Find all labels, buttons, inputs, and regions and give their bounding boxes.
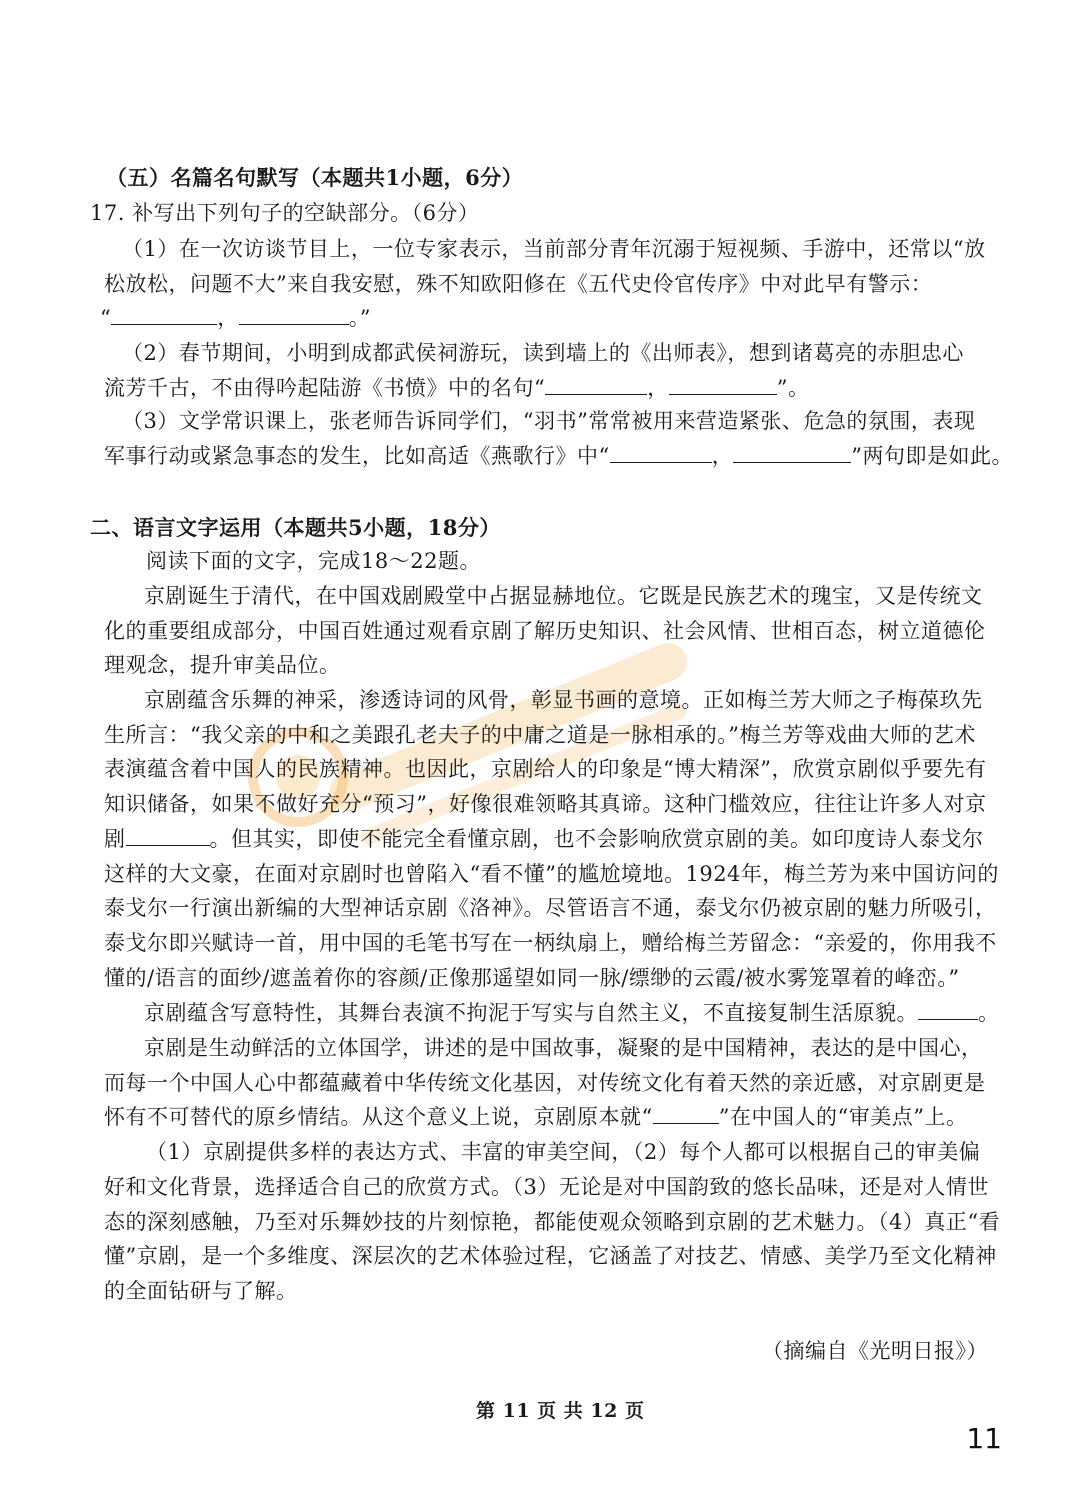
- passage-p2-line1: 京剧蕴含乐舞的神采，渗透诗词的风骨，彰显书画的意境。正如梅兰芳大师之子梅葆玖先: [144, 688, 983, 712]
- passage-p2-line3: 表演蕴含着中国人的民族精神。也因此，京剧给人的印象是“博大精深”，欣赏京剧似乎要先有: [104, 757, 987, 781]
- answer-blank[interactable]: [111, 306, 217, 325]
- answer-blank[interactable]: [669, 376, 777, 395]
- text: ”两句即是如此。: [851, 444, 1013, 468]
- text: 剧: [104, 827, 126, 851]
- passage-p4-line2: 而每一个中国人心中都蕴藏着中华传统文化基因，对传统文化有着天然的亲近感，对京剧更是: [104, 1071, 986, 1095]
- corner-page-number: 11: [966, 1422, 1002, 1455]
- answer-blank[interactable]: [545, 376, 647, 395]
- comma: ，: [647, 376, 669, 400]
- answer-blank[interactable]: [733, 444, 851, 463]
- q17-part2-line1: （2）春节期间，小明到成都武侯祠游玩，读到墙上的《出师表》，想到诸葛亮的赤胆忠心: [122, 341, 964, 365]
- answer-blank[interactable]: [653, 1105, 719, 1124]
- passage-p1-line2: 化的重要组成部分，中国百姓通过观看京剧了解历史知识、社会风情、世相百态，树立道德伦: [104, 619, 986, 643]
- q17-part3-line1: （3）文学常识课上，张老师告诉同学们，“羽书”常常被用来营造紧张、危急的氛围，表现: [122, 409, 976, 433]
- q17-part1-line2: 松放松，问题不大”来自我安慰，殊不知欧阳修在《五代史伶官传序》中对此早有警示：: [104, 272, 933, 296]
- close-quote: 。”: [348, 306, 371, 330]
- comma: ，: [217, 306, 239, 330]
- q17-part2-line2: [104, 375, 809, 401]
- reading-instruction: 阅读下面的文字，完成18～22题。: [146, 549, 481, 573]
- passage-p5-line3: 态的深刻感触，乃至对乐舞妙技的片刻惊艳，都能使观众领略到京剧的艺术魅力。（4）真正“看: [104, 1210, 1001, 1234]
- passage-p2-line5: [104, 826, 984, 852]
- section5-heading: （五）名篇名句默写（本题共1小题，6分）: [106, 165, 524, 190]
- passage-p4-line3: [104, 1104, 967, 1130]
- passage-p2-line2: 生所言：“我父亲的中和之美跟孔老夫子的中庸之道是一脉相承的。”梅兰芳等戏曲大师的艺术: [104, 723, 976, 747]
- passage-p5-line5: 的全面钻研与了解。: [104, 1279, 298, 1303]
- question-17-title: 17. 补写出下列句子的空缺部分。（6分）: [90, 201, 480, 225]
- text: ”在中国人的“审美点”上。: [718, 1105, 968, 1129]
- text: 。但其实，即使不能完全看懂京剧，也不会影响欣赏京剧的美。如印度诗人泰戈尔: [209, 827, 984, 851]
- text: 。: [978, 1001, 1000, 1025]
- watermark-logo: [228, 602, 698, 902]
- text: 军事行动或紧急事态的发生，比如高适《燕歌行》中“: [104, 444, 610, 468]
- passage-p1-line1: 京剧诞生于清代，在中国戏剧殿堂中占据显赫地位。它既是民族艺术的瑰宝，又是传统文: [144, 584, 983, 608]
- answer-blank[interactable]: [239, 306, 349, 325]
- passage-p2-line6: 这样的大文豪，在面对京剧时也曾陷入“看不懂”的尴尬境地。1924年，梅兰芳为来中国访问的: [104, 862, 999, 886]
- text: 流芳千古，不由得吟起陆游《书愤》中的名句“: [104, 376, 546, 400]
- q17-part1-line3: [100, 305, 371, 331]
- text: 京剧蕴含写意特性，其舞台表演不拘泥于写实与自然主义，不直接复制生活原貌。: [144, 1001, 918, 1025]
- comma: ，: [711, 444, 734, 468]
- source-citation: （摘编自《光明日报》）: [762, 1339, 988, 1363]
- passage-p3-line1: [144, 1000, 1000, 1026]
- passage-p2-line9: 懂的/语言的面纱/遮盖着你的容颜/正像那遥望如同一脉/缥缈的云霞/被水雾笼罩着的峰峦。”: [104, 966, 960, 990]
- text: 怀有不可替代的原乡情结。从这个意义上说，京剧原本就“: [104, 1105, 653, 1129]
- q17-part3-line2: [104, 443, 1013, 469]
- q17-part1-line1: （1）在一次访谈节目上，一位专家表示，当前部分青年沉溺于短视频、手游中，还常以“放: [122, 237, 986, 261]
- passage-p2-line8: 泰戈尔即兴赋诗一首，用中国的毛笔书写在一柄纨扇上，赠给梅兰芳留念：“亲爱的，你用我不: [104, 931, 997, 955]
- section2-heading: 二、语言文字运用（本题共5小题，18分）: [90, 515, 501, 540]
- passage-p1-line3: 理观念，提升审美品位。: [104, 653, 341, 677]
- answer-blank[interactable]: [610, 444, 712, 463]
- page-footer: 第 11 页 共 12 页: [476, 1400, 645, 1422]
- passage-p5-line2: 好和文化背景，选择适合自己的欣赏方式。（3）无论是对中国韵致的悠长品味，还是对人情世: [104, 1175, 989, 1199]
- answer-blank[interactable]: [126, 827, 210, 846]
- passage-p5-line4: 懂”京剧，是一个多维度、深层次的艺术体验过程，它涵盖了对技艺、情感、美学乃至文化精神: [104, 1244, 997, 1268]
- passage-p5-line1: （1）京剧提供多样的表达方式、丰富的审美空间，（2）每个人都可以根据自己的审美偏: [146, 1140, 981, 1164]
- passage-p2-line7: 泰戈尔一行演出新编的大型神话京剧《洛神》。尽管语言不通，泰戈尔仍被京剧的魅力所吸引，: [104, 896, 997, 920]
- text: ”。: [776, 376, 810, 400]
- passage-p2-line4: 知识储备，如果不做好充分“预习”，好像很难领略其真谛。这种门槛效应，往往让许多人对京: [104, 792, 987, 816]
- passage-p4-line1: 京剧是生动鲜活的立体国学，讲述的是中国故事，凝聚的是中国精神，表达的是中国心，: [144, 1036, 983, 1060]
- answer-blank[interactable]: [918, 1001, 978, 1020]
- open-quote: “: [100, 306, 112, 330]
